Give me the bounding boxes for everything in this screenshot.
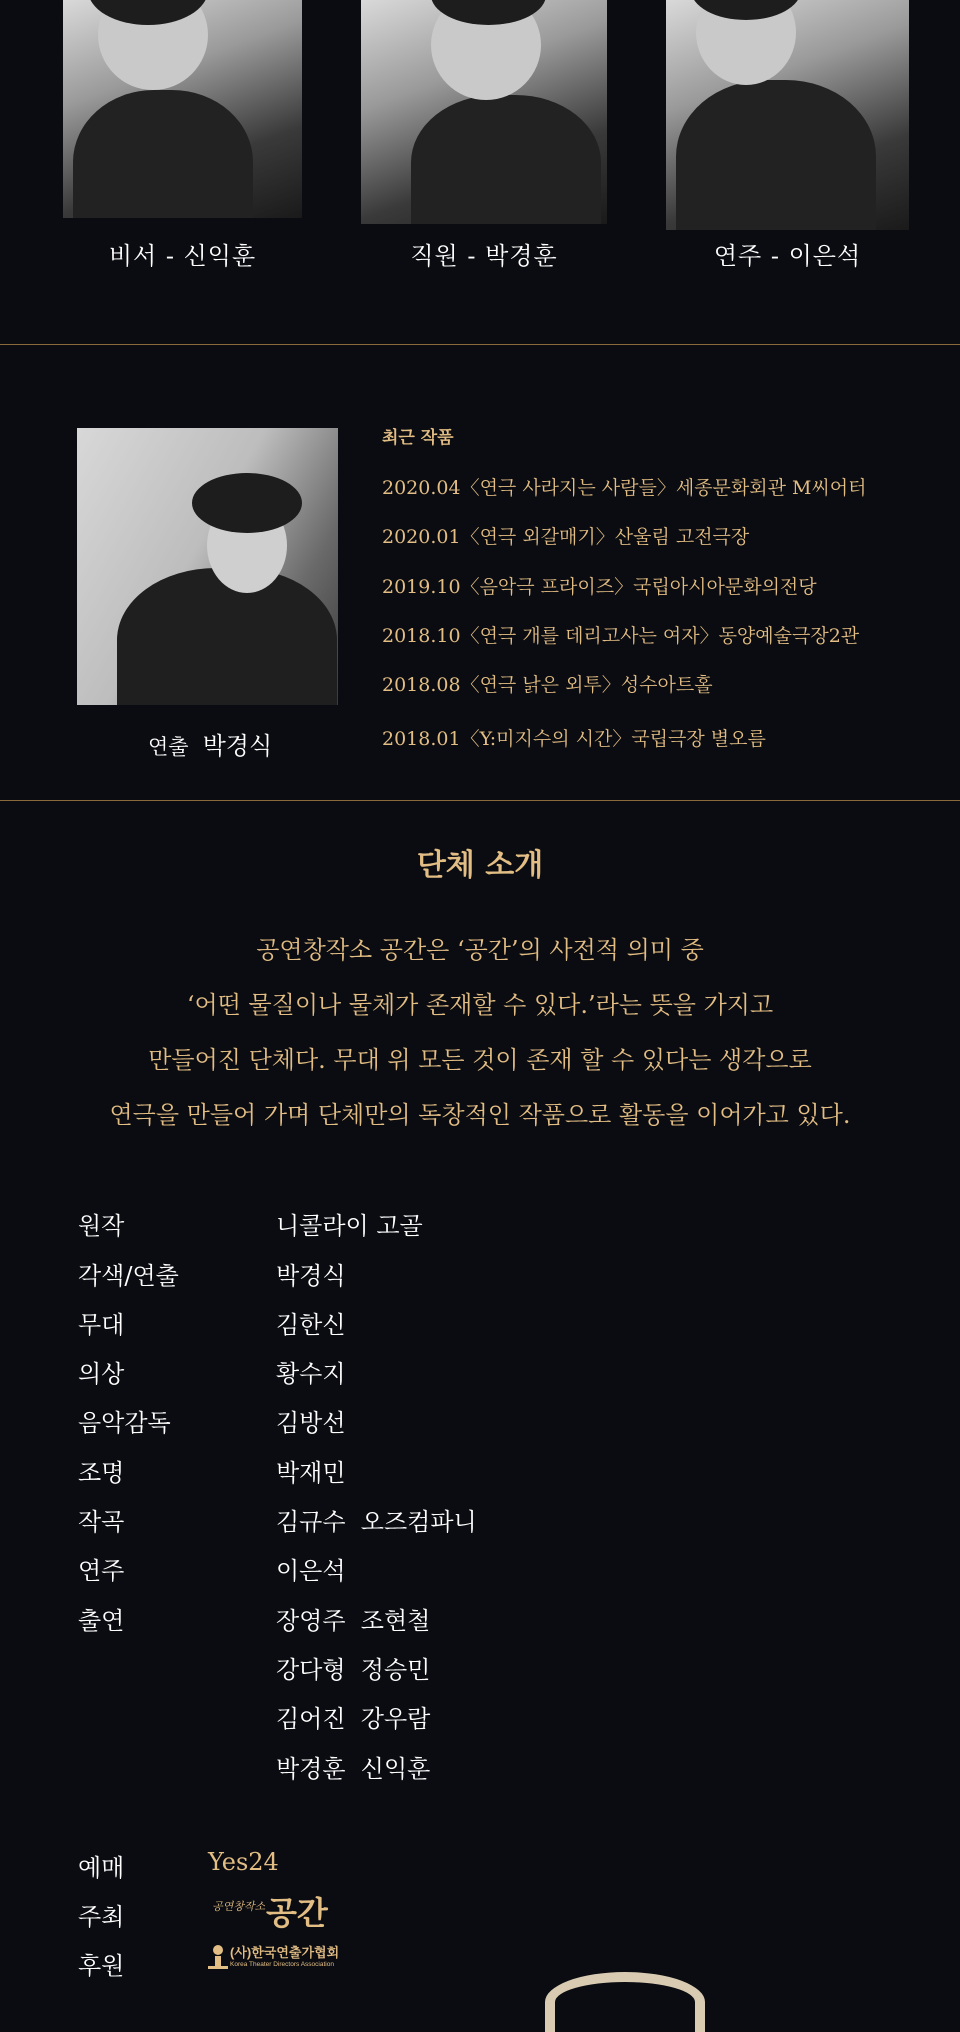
staff-caption-1: 비서 - 신익훈 [108, 242, 257, 270]
intro-line: 연극을 만들어 가며 단체만의 독창적인 작품으로 활동을 이어가고 있다. [109, 1101, 851, 1129]
work-item: 2020.01〈연극 외갈매기〉산울림 고전극장 [382, 526, 750, 548]
credit-role: 작곡 [78, 1508, 125, 1536]
work-item: 2018.01〈Y:미지수의 시간〉국립극장 별오름 [382, 728, 766, 750]
host-label: 주최 [78, 1903, 125, 1931]
work-item: 2019.10〈음악극 프라이즈〉국립아시아문화의전당 [382, 576, 817, 598]
credit-name: 박경식 [276, 1262, 346, 1290]
staff-caption-3: 연주 - 이은석 [713, 242, 862, 270]
kda-mark-icon [208, 1944, 228, 1970]
recent-works-title: 최근 작품 [382, 428, 454, 448]
sponsor-label: 후원 [78, 1952, 125, 1980]
credit-role: 각색/연출 [78, 1262, 179, 1290]
kda-logo-sub: Korea Theater Directors Association [230, 1961, 334, 1968]
director-name: 박경식 [202, 732, 273, 760]
credit-role: 조명 [78, 1459, 125, 1487]
credit-role: 음악감독 [78, 1409, 171, 1437]
work-item: 2018.10〈연극 개를 데리고사는 여자〉동양예술극장2관 [382, 625, 860, 647]
credit-role: 연주 [78, 1557, 125, 1585]
ticket-label: 예매 [78, 1854, 125, 1882]
credit-name: 박재민 [276, 1459, 346, 1487]
credit-name: 김어진 강우람 [276, 1705, 431, 1733]
credit-role: 의상 [78, 1360, 125, 1388]
staff-photo-2 [361, 0, 607, 224]
intro-line: 공연창작소 공간은 ‘공간’의 사전적 의미 중 [256, 936, 704, 964]
credit-name: 니콜라이 고골 [276, 1212, 423, 1240]
credit-name: 박경훈 신익훈 [276, 1755, 431, 1783]
credit-name: 김한신 [276, 1311, 346, 1339]
gonggan-logo [212, 1890, 342, 1932]
staff-caption-2: 직원 - 박경훈 [410, 242, 558, 270]
gonggan-logo-small: 공연창작소 [212, 1900, 266, 1913]
director-photo [77, 428, 338, 705]
credit-role: 원작 [78, 1212, 125, 1240]
divider-top [0, 344, 960, 345]
credit-name: 이은석 [276, 1557, 346, 1585]
credit-role: 무대 [78, 1311, 125, 1339]
work-item: 2018.08〈연극 낡은 외투〉성수아트홀 [382, 674, 713, 696]
credit-name: 김규수 오즈컴파니 [276, 1508, 477, 1536]
ticket-value[interactable]: Yes24 [208, 1848, 279, 1876]
credit-name: 강다형 정승민 [276, 1656, 431, 1684]
credit-name: 황수지 [276, 1360, 346, 1388]
director-role: 연출 [148, 735, 189, 759]
gonggan-logo-text: 공간 [266, 1894, 328, 1932]
credit-role: 출연 [78, 1607, 125, 1635]
kda-logo-text: (사)한국연출가협회 [230, 1945, 340, 1960]
credit-name: 김방선 [276, 1409, 346, 1437]
divider-middle [0, 800, 960, 801]
decorative-object [545, 1972, 705, 2032]
intro-title: 단체 소개 [416, 848, 544, 883]
credit-name: 장영주 조현철 [276, 1607, 431, 1635]
staff-photo-1 [63, 0, 302, 218]
kda-logo [208, 1942, 358, 1976]
intro-line: 만들어진 단체다. 무대 위 모든 것이 존재 할 수 있다는 생각으로 [148, 1046, 812, 1074]
staff-photo-3 [666, 0, 909, 230]
work-item: 2020.04〈연극 사라지는 사람들〉세종문화회관 M씨어터 [382, 477, 867, 499]
director-credit [148, 726, 272, 761]
intro-line: ‘어떤 물질이나 물체가 존재할 수 있다.’라는 뜻을 가지고 [186, 991, 774, 1019]
